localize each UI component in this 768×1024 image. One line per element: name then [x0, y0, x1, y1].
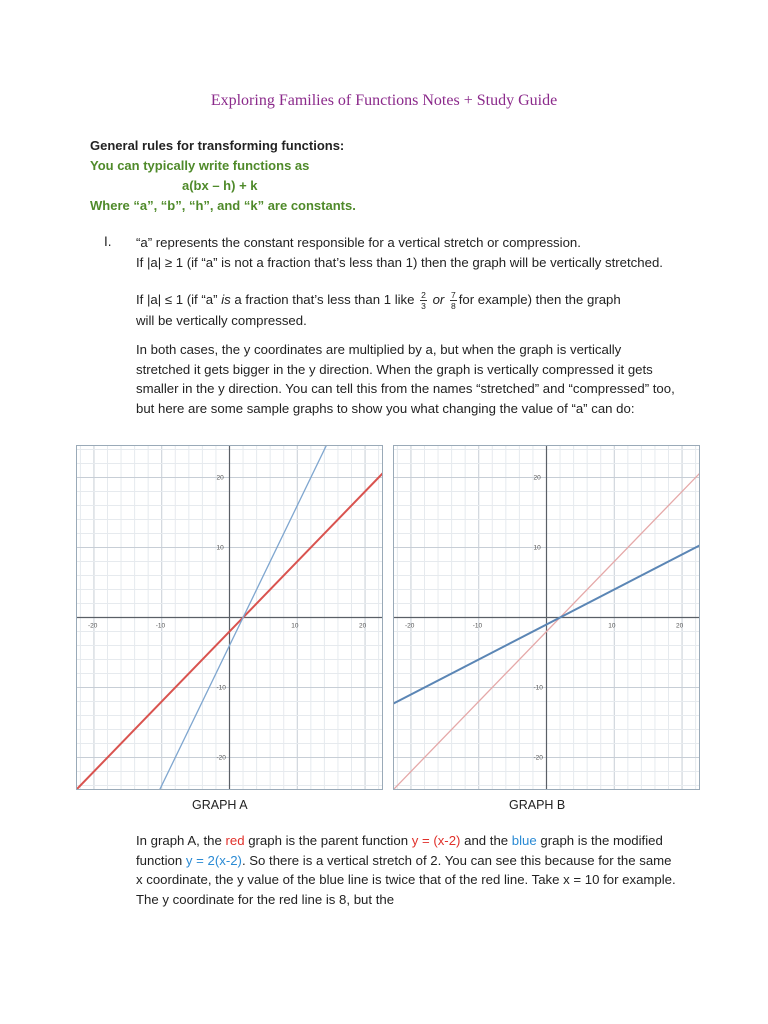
graph-a: [76, 445, 383, 790]
section1-paragraph3: [136, 290, 676, 331]
graph-a-caption: GRAPH A: [192, 798, 248, 812]
x-tick-label: -10: [155, 622, 166, 630]
graph-b-plot: [394, 446, 699, 789]
y-tick-label: 20: [533, 474, 541, 482]
page-title: Exploring Families of Functions Notes + Study Guide: [210, 92, 558, 109]
p3-part-b: a fraction that’s less than 1 like: [234, 292, 415, 307]
graph-b-caption: GRAPH B: [509, 798, 566, 812]
y-tick-label: -20: [533, 754, 543, 762]
fraction-seven-eighths: $\frac{7}{8}$: [450, 290, 456, 312]
explanation-part4: graph is the modified function: [136, 833, 663, 868]
blue-word: blue: [511, 833, 537, 848]
explanation-part3: and the: [464, 833, 509, 848]
explanation-part5: . So there is a vertical stretch of 2. You can see this because for the same x coordinate, the y value of the blue line is twice that of the red line. Take x = 10 for example. The y coordinate for the red line is 8, but the: [136, 852, 676, 907]
general-rules-line3: Where “a”, “b”, “h”, and “k” are constants.: [90, 198, 356, 213]
p3-part-a: If |a| ≤ 1 (if “a”: [136, 292, 218, 307]
x-tick-label: -20: [87, 622, 98, 630]
p3-or: or: [432, 292, 445, 307]
x-tick-label: -20: [404, 622, 415, 630]
general-rules: [90, 136, 356, 216]
fraction-two-thirds: $\frac{2}{3}$: [421, 290, 426, 312]
explanation-part2: graph is the parent function: [248, 833, 409, 848]
general-rules-line1: You can typically write functions as: [90, 158, 310, 173]
section-numeral: I.: [104, 234, 112, 249]
x-tick-label: -10: [472, 622, 483, 630]
graph-b: [393, 445, 700, 790]
section1-paragraph1: “a” represents the constant responsible for a vertical stretch or compression.: [136, 235, 581, 250]
modified-function: y = 2(x-2): [185, 852, 242, 868]
section1-paragraph2: If |a| ≥ 1 (if “a” is not a fraction that’s less than 1) then the graph will be vertically stretched.: [136, 255, 663, 270]
y-tick-label: -20: [216, 754, 226, 762]
explanation-part1: In graph A, the: [136, 833, 222, 848]
x-tick-label: 20: [676, 622, 684, 630]
y-tick-label: 10: [216, 544, 224, 552]
graph-a-plot: [77, 446, 382, 789]
p3-part-c: for example) then the graph: [458, 292, 621, 307]
y-tick-label: -10: [533, 684, 543, 692]
x-tick-label: 10: [608, 622, 616, 630]
section1-paragraph4: In both cases, the y coordinates are multiplied by a, but when the graph is vertically stretched it gets bigger in the y direction. When the graph is vertically compressed it gets smaller in the y direction. You can tell this from the names “stretched” and “compressed” too, but here are some sample graphs to show you what changing the value of “a” can do:: [136, 342, 675, 416]
general-rules-heading: General rules for transforming functions:: [90, 138, 345, 153]
y-tick-label: 20: [216, 474, 224, 482]
parent-function: y = (x-2): [411, 833, 461, 848]
x-tick-label: 10: [291, 622, 299, 630]
p3-part-d: will be vertically compressed.: [136, 313, 307, 329]
y-tick-label: -10: [216, 684, 226, 692]
y-tick-label: 10: [533, 544, 541, 552]
p3-is: is: [221, 292, 231, 307]
explanation-paragraph: [136, 831, 676, 909]
general-formula: a(bx – h) + k: [182, 178, 258, 193]
x-tick-label: 20: [359, 622, 367, 630]
red-word: red: [225, 833, 245, 848]
